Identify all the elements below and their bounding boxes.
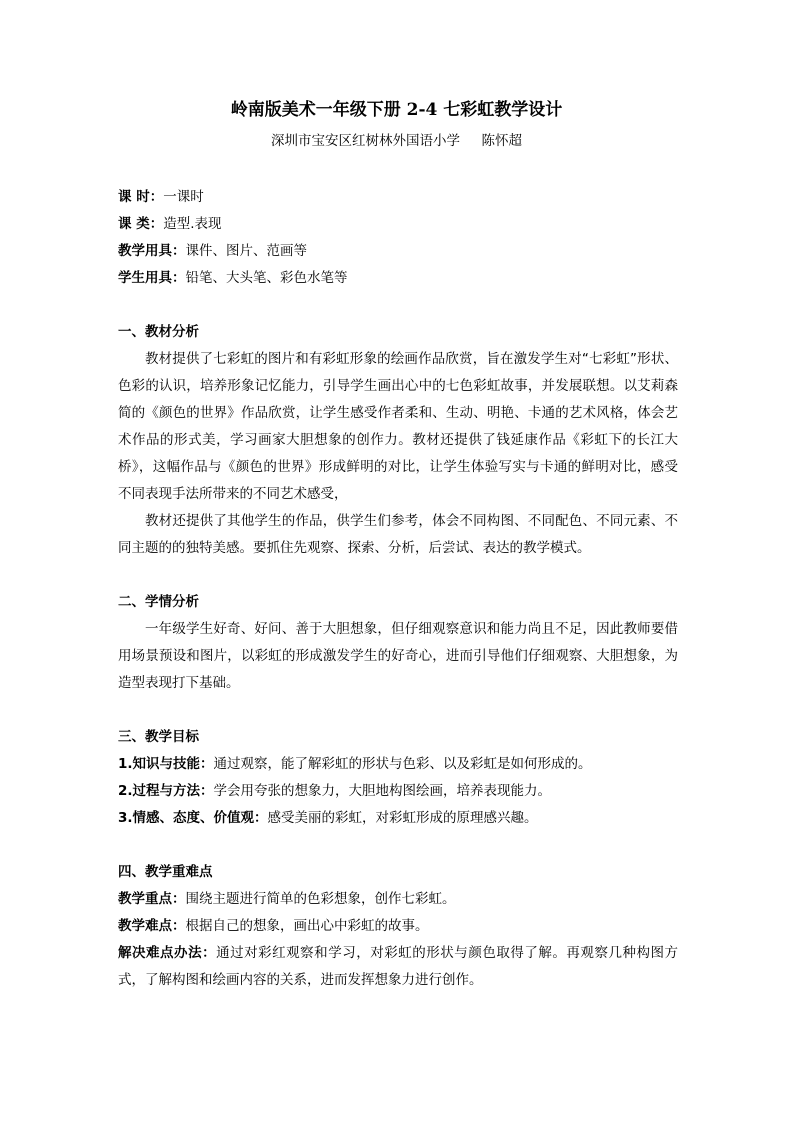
info-class-type: [118, 211, 678, 238]
spacer: [118, 697, 678, 724]
section-heading-key-points: 四、教学重难点: [118, 864, 213, 880]
goal-label: 3.情感、态度、价值观：: [118, 810, 268, 826]
info-value: 造型.表现: [163, 216, 222, 232]
spacer: [118, 832, 678, 859]
info-label: 教学用具：: [118, 243, 186, 259]
document-title: 岭南版美术一年级下册 2-4 七彩虹教学设计: [230, 100, 563, 120]
section-heading-students: 二、学情分析: [118, 594, 199, 610]
materials-paragraph-2: 教材还提供了其他学生的作品，供学生们参考，体会不同构图、不同配色、不同元素、不同主题的的独特美感。要抓住先观察、探索、分析，后尝试、表达的教学模式。: [118, 513, 678, 556]
info-class-hours: [118, 184, 678, 211]
goal-item: [118, 778, 678, 805]
section-heading-materials: 一、教材分析: [118, 324, 199, 340]
spacer: [118, 562, 678, 589]
difficult-point: [118, 913, 678, 940]
author-line: 深圳市宝安区红树林外国语小学 陈怀超: [271, 133, 522, 149]
spacer: [118, 292, 678, 319]
difficult-point-value: 根据自己的想象，画出心中彩虹的故事。: [185, 918, 429, 934]
info-student-tools: [118, 265, 678, 292]
goal-item: [118, 805, 678, 832]
info-value: 课件、图片、范画等: [185, 243, 307, 259]
info-label: 学生用具：: [118, 270, 186, 286]
students-paragraph: 一年级学生好奇、好问、善于大胆想象，但仔细观察意识和能力尚且不足，因此教师要借用场景预设和图片，以彩虹的形成激发学生的好奇心，进而引导他们仔细观察、大胆想象，为造型表现打下基础。: [118, 621, 678, 691]
section-heading-goals: 三、教学目标: [118, 729, 199, 745]
solution-method: [118, 940, 678, 994]
goal-value: 感受美丽的彩虹，对彩虹形成的原理感兴趣。: [267, 810, 538, 826]
goal-label: 2.过程与方法：: [118, 783, 214, 799]
info-teaching-tools: [118, 238, 678, 265]
goal-value: 学会用夸张的想象力，大胆地构图绘画，培养表现能力。: [213, 783, 552, 799]
materials-paragraph-1: 教材提供了七彩虹的图片和有彩虹形象的绘画作品欣赏，旨在激发学生对“七彩虹”形状、色彩的认识，培养形象记忆能力，引导学生画出心中的七色彩虹故事，并发展联想。以艾莉森 简的《颜色的世界》作品欣赏，让学生感受作者柔和、生动、明艳、卡通的艺术风格，体会艺术作品的形式美，学习画家大胆想象的创作力。教材还提供了钱延康作品《彩虹下的长江大桥》，这幅作品与《颜色的世界》形成鲜明的对比，让学生体验写实与卡通的鲜明对比，感受不同表现手法所带来的不同艺术感受，: [118, 351, 678, 502]
key-point: [118, 886, 678, 913]
goal-value: 通过观察，能了解彩虹的形状与色彩、以及彩虹是如何形成的。: [213, 756, 592, 772]
info-value: 铅笔、大头笔、彩色水笔等: [185, 270, 348, 286]
goal-label: 1.知识与技能：: [118, 756, 214, 772]
document-body: [118, 184, 678, 994]
key-point-value: 围绕主题进行简单的色彩想象，创作七彩虹。: [185, 891, 456, 907]
info-value: 一课时: [163, 189, 204, 205]
key-point-label: 教学重点：: [118, 891, 186, 907]
info-label: 课 时：: [118, 189, 164, 205]
difficult-point-label: 教学难点：: [118, 918, 186, 934]
info-label: 课 类：: [118, 216, 164, 232]
solution-method-label: 解决难点办法：: [118, 945, 217, 961]
solution-method-value: 通过对彩红观察和学习，对彩虹的形状与颜色取得了解。再观察几种构图方式，了解构图和绘画内容的关系，进而发挥想象力进行创作。: [118, 945, 679, 988]
goal-item: [118, 751, 678, 778]
